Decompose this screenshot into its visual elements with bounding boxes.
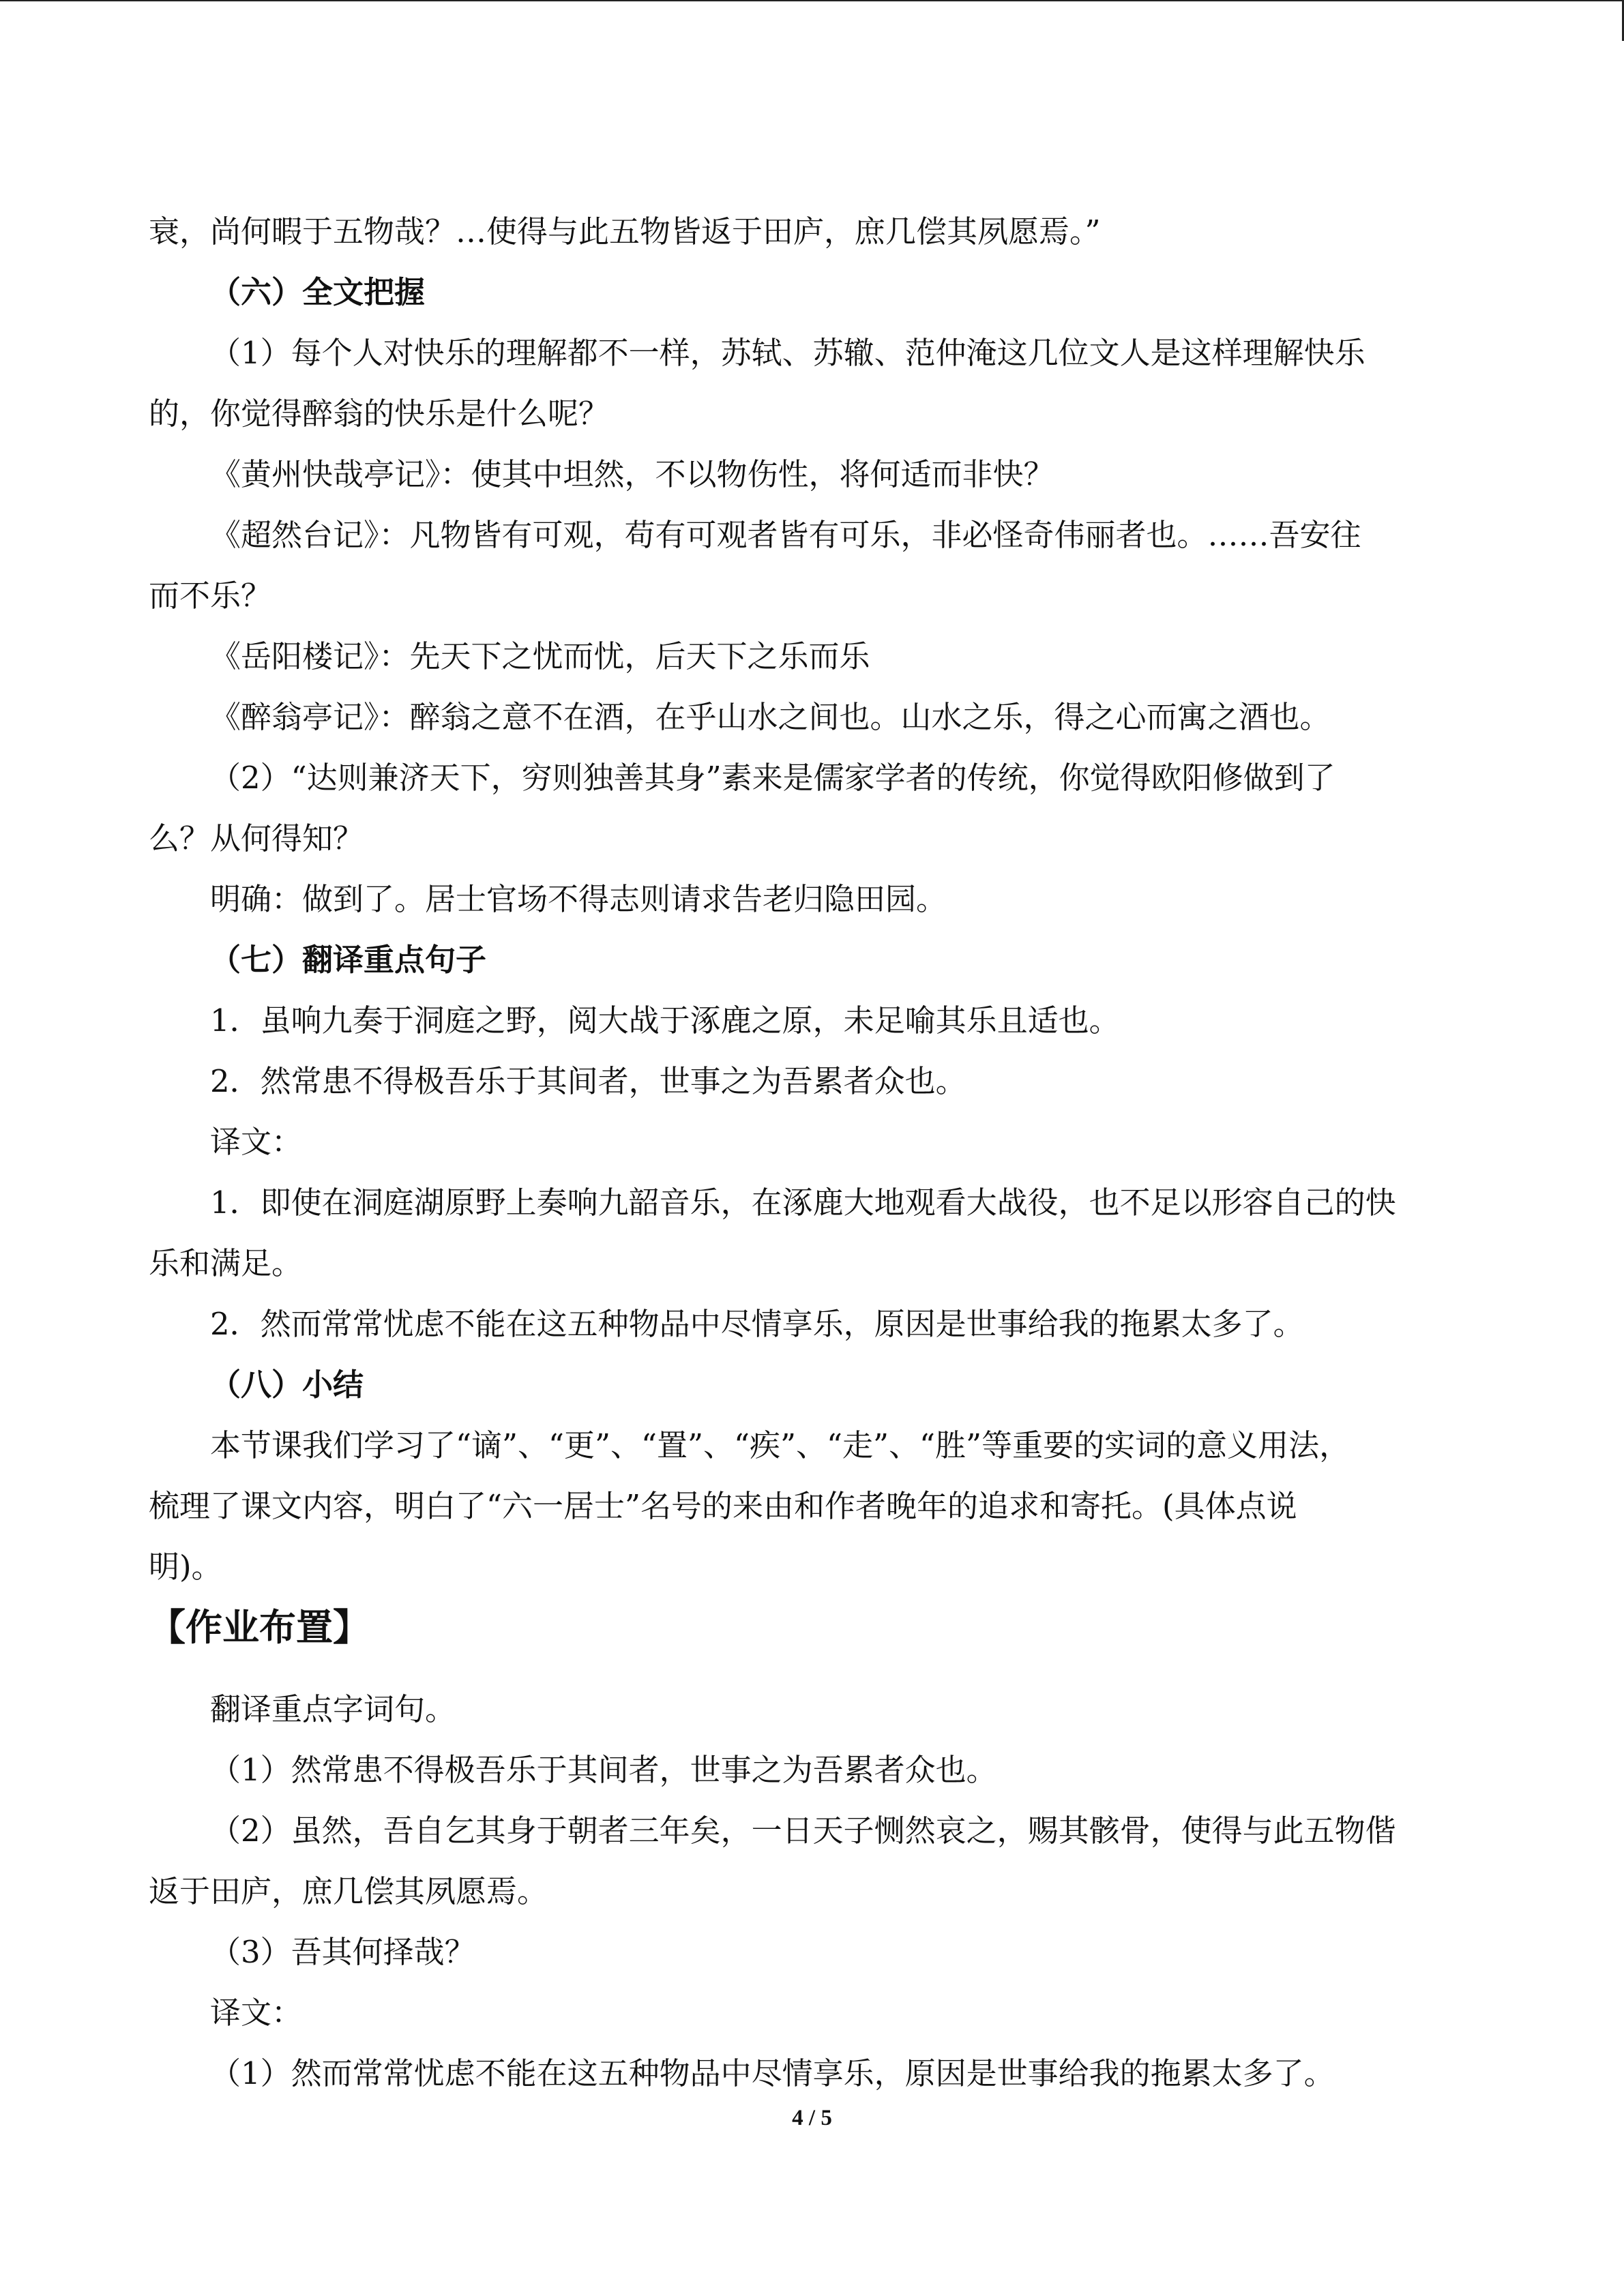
text-line: 的，你觉得醉翁的快乐是什么呢？ (149, 396, 610, 432)
summary-line: 明)。 (149, 1549, 222, 1585)
sentence-line: 2．然常患不得极吾乐于其间者，世事之为吾累者众也。 (210, 1063, 966, 1099)
summary-line: 梳理了课文内容，明白了“六一居士”名号的来由和作者晚年的追求和寄托。(具体点说 (149, 1488, 1297, 1524)
text-line: （2）“达则兼济天下，穷则独善其身”素来是儒家学者的传统，你觉得欧阳修做到了 (210, 760, 1335, 796)
text-line: 衰，尚何暇于五物哉？…使得与此五物皆返于田庐，庶几偿其夙愿焉。” (149, 213, 1101, 250)
subsection-heading-translation: （七）翻译重点句子 (210, 942, 487, 978)
answer-line: 明确：做到了。居士官场不得志则请求告老归隐田园。 (210, 881, 947, 917)
quote-line: 《黄州快哉亭记》：使其中坦然，不以物伤性，将何适而非快？ (210, 456, 1054, 492)
homework-heading: 【作业布置】 (149, 1606, 370, 1649)
homework-line: 翻译重点字词句。 (210, 1691, 456, 1727)
homework-line: （2）虽然，吾自乞其身于朝者三年矣，一日天子恻然哀之，赐其骸骨，使得与此五物偕 (210, 1813, 1396, 1849)
page-number: 4 / 5 (792, 2106, 832, 2130)
quote-line: 《醉翁亭记》：醉翁之意不在酒，在乎山水之间也。山水之乐，得之心而寓之酒也。 (210, 699, 1331, 735)
text-line: （1）每个人对快乐的理解都不一样，苏轼、苏辙、范仲淹这几位文人是这样理解快乐 (210, 335, 1365, 371)
text-line: 而不乐？ (149, 578, 272, 614)
homework-line: （1）然常患不得极吾乐于其间者，世事之为吾累者众也。 (210, 1752, 997, 1788)
sentence-line: 1．虽响九奏于洞庭之野，阅大战于涿鹿之原，未足喻其乐且适也。 (210, 1002, 1120, 1039)
quote-line: 《超然台记》：凡物皆有可观，苟有可观者皆有可乐，非必怪奇伟丽者也。……吾安往 (210, 517, 1361, 553)
translation-line: 1．即使在洞庭湖原野上奏响九韶音乐，在涿鹿大地观看大战役，也不足以形容自己的快 (210, 1184, 1396, 1221)
translation-label: 译文： (210, 1124, 303, 1160)
page-top-border (0, 0, 1624, 1)
translation-line: 2．然而常常忧虑不能在这五种物品中尽情享乐，原因是世事给我的拖累太多了。 (210, 1306, 1304, 1342)
homework-line: （1）然而常常忧虑不能在这五种物品中尽情享乐，原因是世事给我的拖累太多了。 (210, 2055, 1335, 2091)
summary-line: 本节课我们学习了“谪”、“更”、“置”、“疾”、“走”、“胜”等重要的实词的意义用法， (210, 1427, 1350, 1463)
homework-translation-label: 译文： (210, 1995, 303, 2031)
subsection-heading-overall: （六）全文把握 (210, 274, 426, 310)
translation-line: 乐和满足。 (149, 1245, 303, 1281)
quote-line: 《岳阳楼记》：先天下之忧而忧，后天下之乐而乐 (210, 638, 870, 674)
text-line: 么？从何得知？ (149, 820, 364, 856)
subsection-heading-summary: （八）小结 (210, 1367, 364, 1403)
homework-line: （3）吾其何择哉？ (210, 1934, 475, 1970)
homework-line: 返于田庐，庶几偿其夙愿焉。 (149, 1873, 548, 1909)
